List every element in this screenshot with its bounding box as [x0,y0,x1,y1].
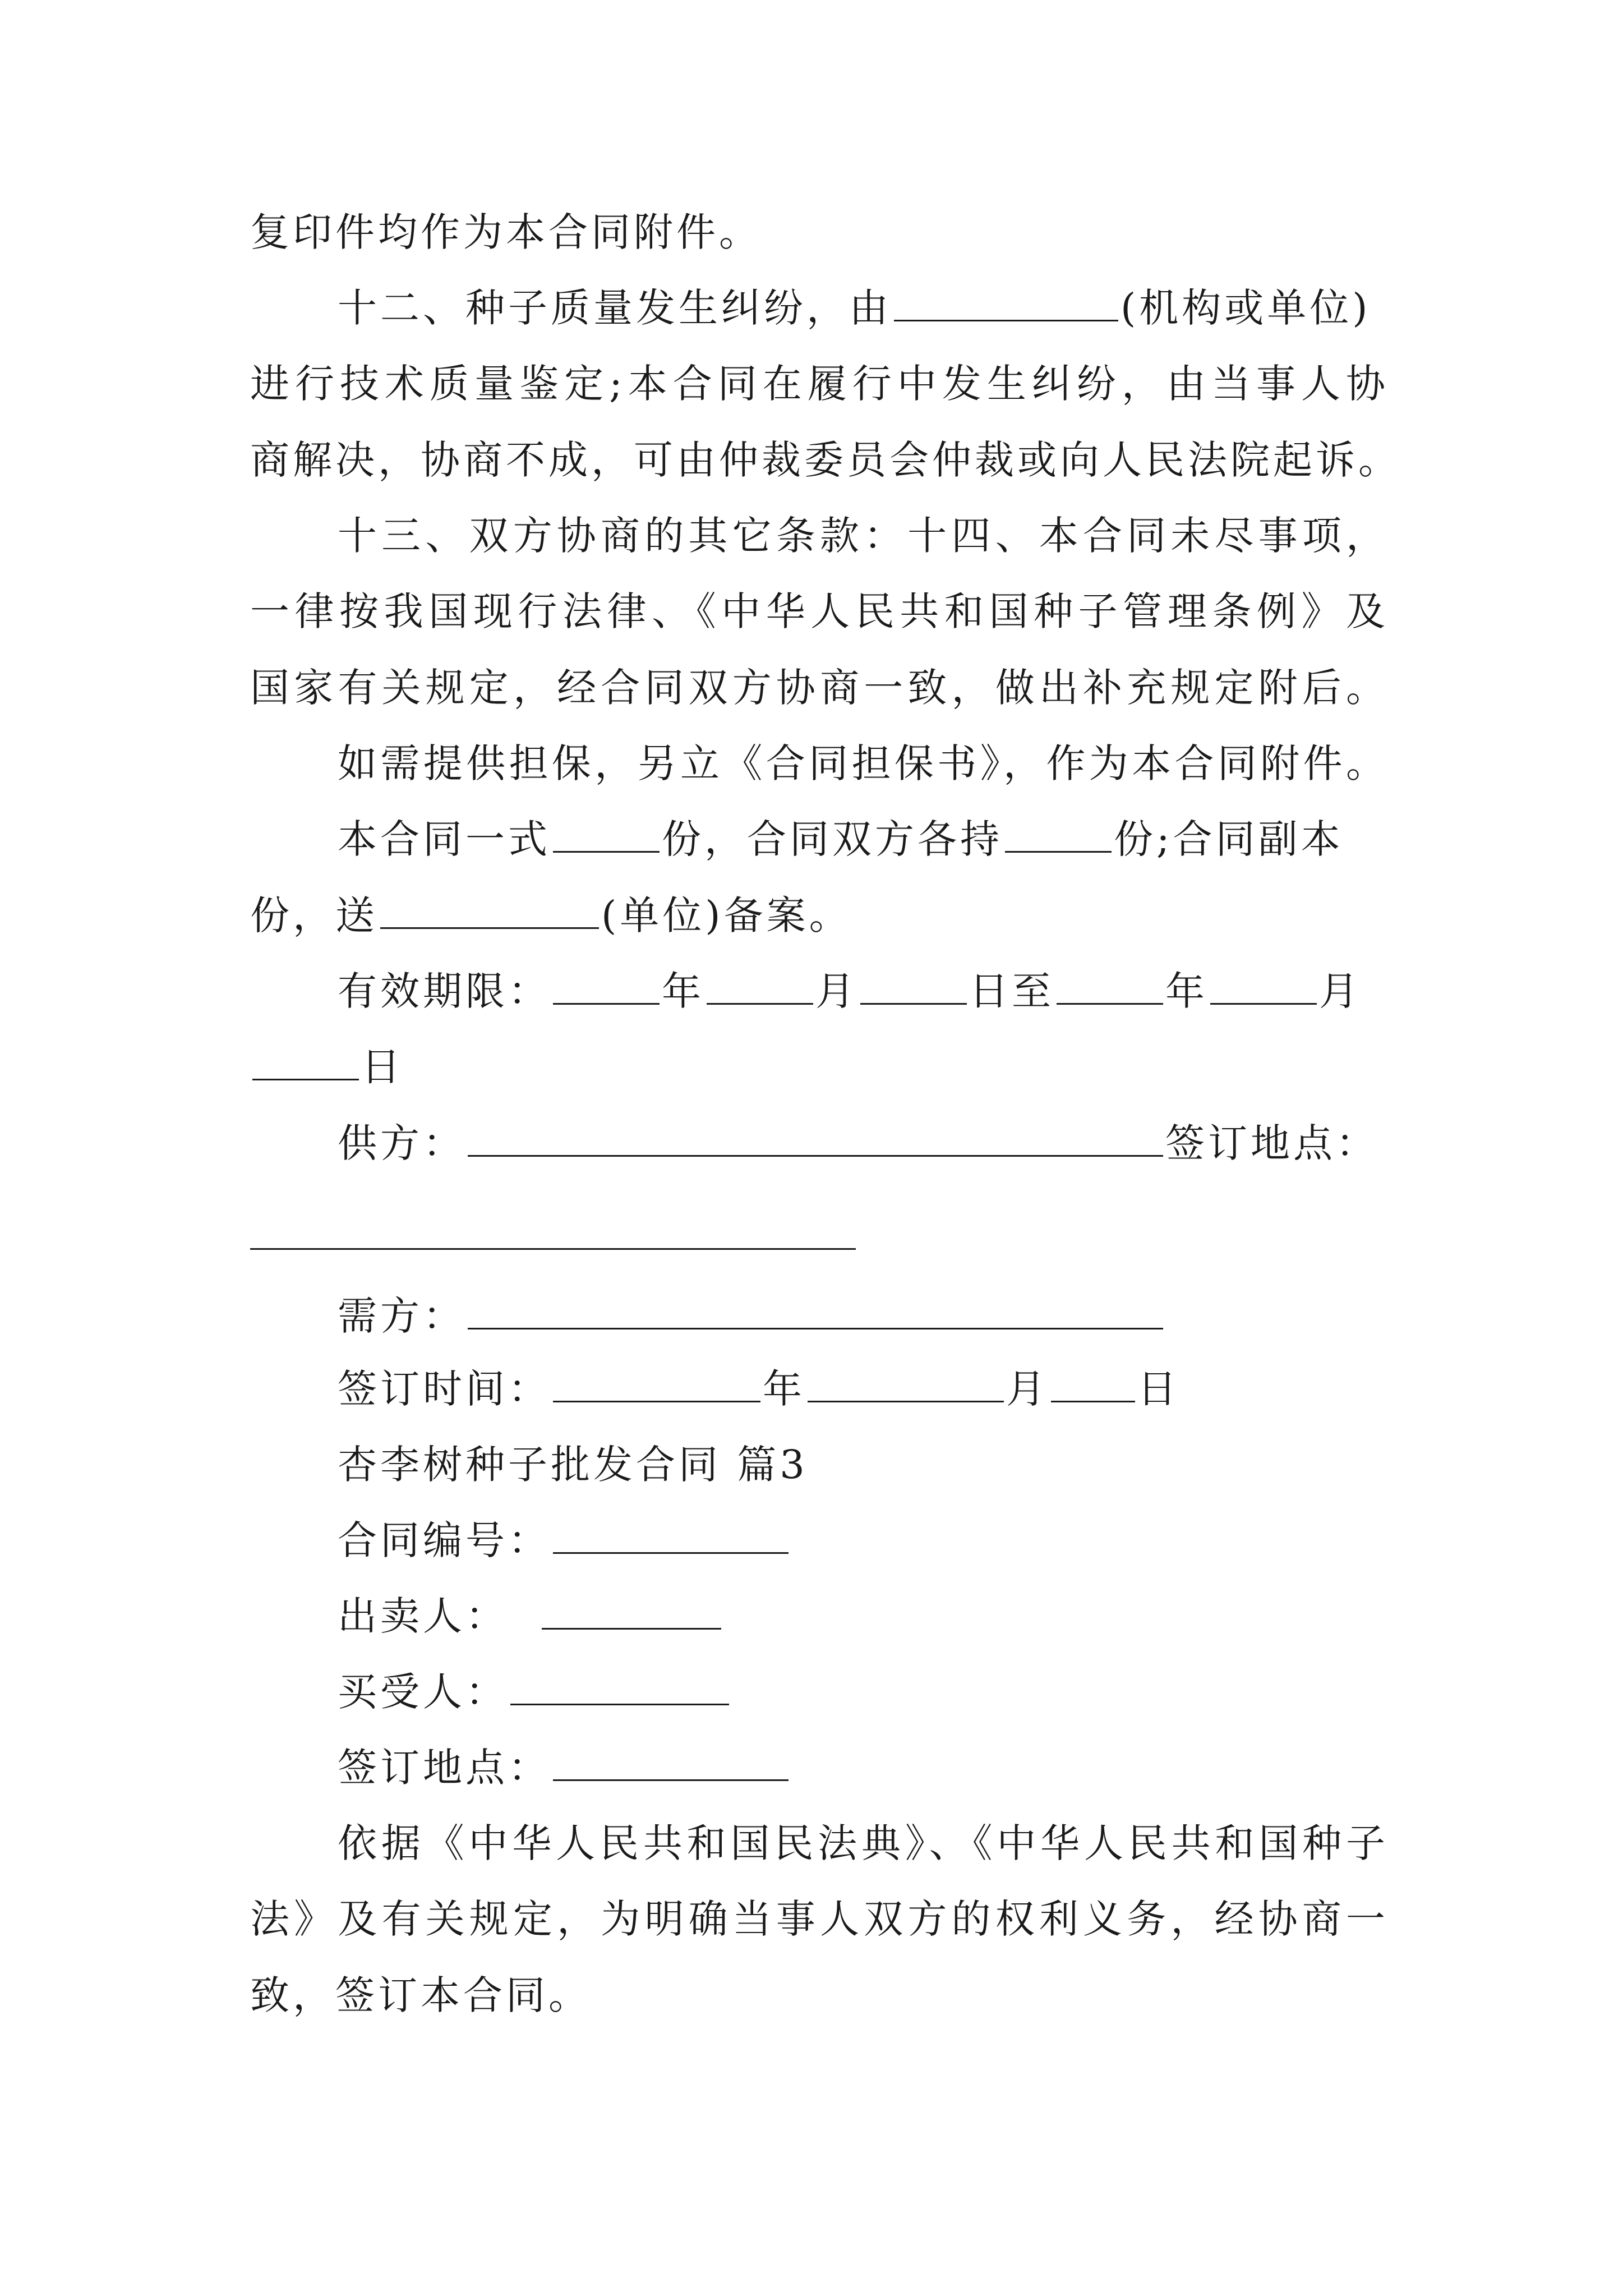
blank-sign-year[interactable] [553,1366,760,1402]
blank-signing-place-2[interactable] [553,1745,789,1781]
month-label: 月 [1319,968,1362,1014]
supplier-label: 供方： [338,1120,465,1166]
day-label: 日 [361,1044,404,1090]
filing-text: 份，送 [250,892,378,938]
signing-place-label: 签订地点： [1165,1120,1378,1166]
blank-start-year[interactable] [553,968,660,1005]
blank-sign-month[interactable] [808,1366,1004,1402]
guarantee-line: 如需提供担保，另立《合同担保书》，作为本合同附件。 [338,740,1389,786]
blank-filing-unit[interactable] [380,892,599,929]
clause-13-line: 十三、双方协商的其它条款：十四、本合同未尽事项， [338,513,1389,559]
paragraph-line: 复印件均作为本合同附件。 [250,209,762,255]
seller-line [338,1590,723,1642]
paragraph-line: 致，签订本合同。 [250,1972,591,2018]
copies-text: 本合同一式 [338,816,551,862]
paragraph-line: 国家有关规定，经合同双方协商一致，做出补充规定附后。 [250,665,1389,711]
filing-line [250,890,852,941]
paragraph-line: 依据《中华人民共和国民法典》、《中华人民共和国种子 [338,1820,1389,1866]
blank-sign-day[interactable] [1051,1366,1135,1402]
clause-12-suffix: (机构或单位) [1121,285,1371,331]
purchaser-label: 买受人： [338,1669,508,1715]
blank-seller[interactable] [542,1593,721,1630]
day-label: 日 [1137,1366,1180,1412]
signing-place-label-2: 签订地点： [338,1745,551,1791]
blank-start-month[interactable] [707,968,813,1005]
buyer-label: 需方： [338,1293,465,1339]
year-label: 年 [662,968,704,1014]
buyer-line [338,1290,1165,1342]
copies-text-3: 份;合同副本 [1114,816,1344,862]
month-label: 月 [815,968,858,1014]
validity-line [338,965,1362,1017]
blank-copies-each[interactable] [1005,816,1112,853]
purchaser-line [338,1666,731,1718]
year-label: 年 [1165,968,1208,1014]
month-label: 月 [1006,1366,1049,1412]
blank-institution[interactable] [894,285,1118,321]
paragraph-line: 商解决，协商不成，可由仲裁委员会仲裁或向人民法院起诉。 [250,437,1401,483]
blank-purchaser[interactable] [510,1669,729,1705]
signing-time-label: 签订时间： [338,1366,551,1412]
contract-number-line [338,1515,791,1566]
blank-buyer[interactable] [468,1293,1163,1329]
blank-end-day[interactable] [252,1044,359,1080]
day-to-label: 日至 [969,968,1054,1014]
signing-time-line [338,1363,1180,1415]
signing-place-line [338,1742,791,1793]
blank-contract-number[interactable] [553,1517,789,1554]
contract-number-label: 合同编号： [338,1517,551,1563]
clause-12-text: 十二、种子质量发生纠纷，由 [338,285,892,331]
section-title: 杏李树种子批发合同 篇3 [338,1442,808,1488]
blank-copies-total[interactable] [553,816,660,853]
blank-supplier[interactable] [468,1120,1163,1157]
paragraph-line: 一律按我国现行法律、《中华人民共和国种子管理条例》及 [250,588,1389,634]
blank-end-month[interactable] [1210,968,1317,1005]
paragraph-line: 法》及有关规定，为明确当事人双方的权利义务，经协商一 [250,1896,1389,1942]
supplier-line [338,1117,1378,1169]
clause-12-line [338,282,1371,334]
validity-line-2 [250,1041,404,1093]
seller-label: 出卖人： [338,1593,508,1639]
blank-end-year[interactable] [1057,968,1163,1005]
validity-label: 有效期限： [338,968,551,1014]
copies-line [338,813,1344,865]
paragraph-line: 进行技术质量鉴定;本合同在履行中发生纠纷，由当事人协 [250,361,1389,407]
copies-text-2: 份，合同双方各持 [662,816,1003,862]
year-label: 年 [763,1366,805,1412]
blank-start-day[interactable] [860,968,967,1005]
filing-suffix: (单位)备案。 [601,892,852,938]
blank-signing-place[interactable] [250,1248,856,1250]
